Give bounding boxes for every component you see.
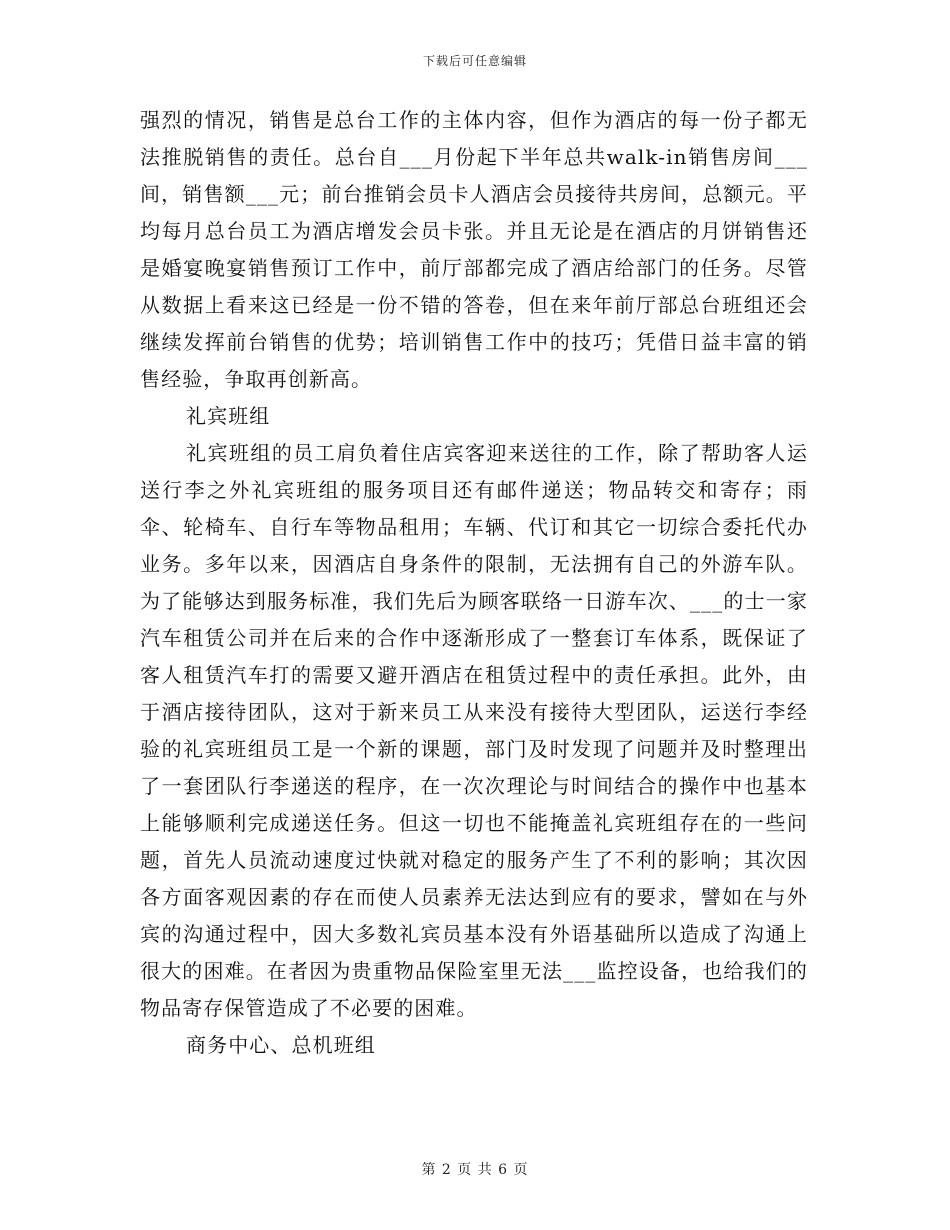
section-heading-concierge: 礼宾班组 — [186, 404, 271, 428]
paragraph-concierge: 礼宾班组的员工肩负着住店宾客迎来送往的工作，除了帮助客人运送行李之外礼宾班组的服务项目还有邮件递送；物品转交和寄存；雨伞、轮椅车、自行车等物品租用；车辆、代订和其它一切综合委托代办业务。多年以来，因酒店自身条件的限制，无法拥有自己的外游车队。为了能够达到服务标准，我们先后为顾客联络一日游车次、___的士一家汽车租赁公司并在后来的合作中逐渐形成了一整套订车体系，既保证了客人租赁汽车打的需要又避开酒店在租赁过程中的责任承担。此外，由于酒店接待团队，这对于新来员工从来没有接待大型团队，运送行李经验的礼宾班组员工是一个新的课题，部门及时发现了问题并及时整理出了一套团队行李递送的程序，在一次次理论与时间结合的操作中也基本上能够顺利完成递送任务。但这一切也不能掩盖礼宾班组存在的一些问题，首先人员流动速度过快就对稳定的服务产生了不利的影响；其次因各方面客观因素的存在而使人员素养无法达到应有的要求，譬如在与外宾的沟通过程中，因大多数礼宾员基本没有外语基础所以造成了沟通上很大的困难。在者因为贵重物品保险室里无法___监控设备，也给我们的物品寄存保管造成了不必要的困难。 — [140, 441, 808, 1020]
paragraph-sales: 强烈的情况，销售是总台工作的主体内容，但作为酒店的每一份子都无法推脱销售的责任。总台自___月份起下半年总共walk-in销售房间___间，销售额___元；前台推销会员卡人酒店会员接待共房间，总额元。平均每月总台员工为酒店增发会员卡张。并且无论是在酒店的月饼销售还是婚宴晚宴销售预订工作中，前厅部都完成了酒店给部门的任务。尽管从数据上看来这已经是一份不错的答卷，但在来年前厅部总台班组还会继续发挥前台销售的优势；培训销售工作中的技巧；凭借日益丰富的销售经验，争取再创新高。 — [140, 108, 808, 391]
document-body — [140, 102, 808, 1064]
section-heading-business-center: 商务中心、总机班组 — [186, 1033, 376, 1057]
page-footer: 第 2 页 共 6 页 — [421, 1162, 529, 1178]
page-header: 下载后可任意编辑 — [422, 54, 527, 68]
